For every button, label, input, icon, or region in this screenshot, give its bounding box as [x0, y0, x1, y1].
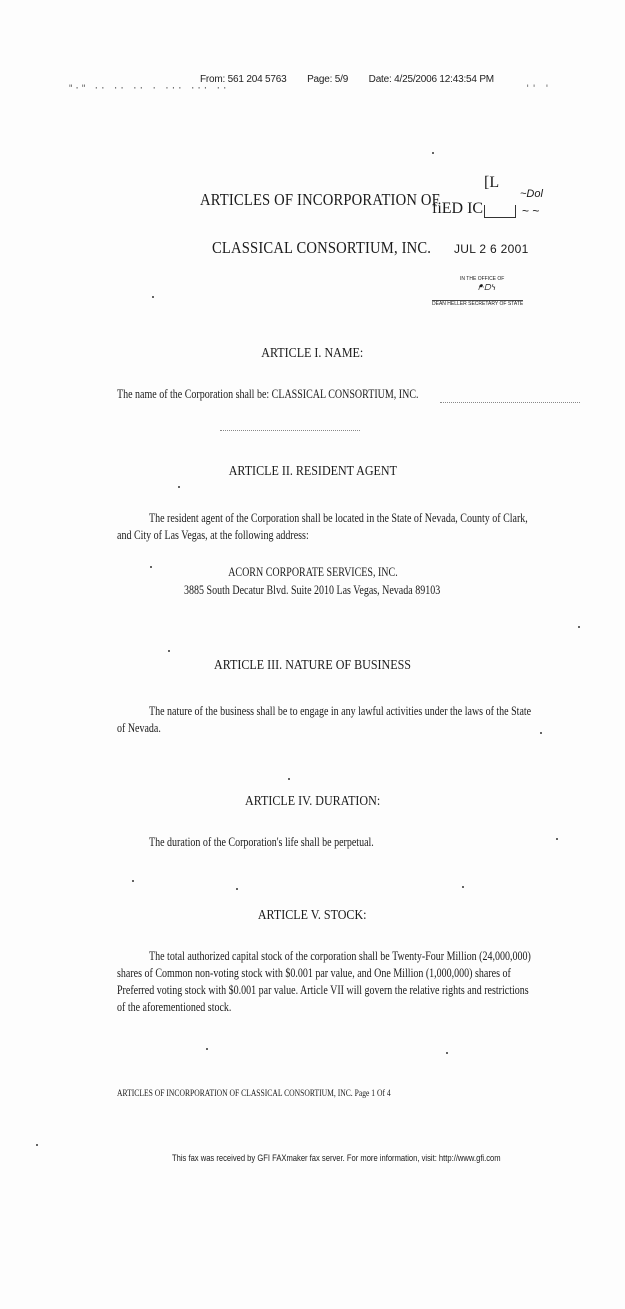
fax-speck — [206, 1048, 208, 1050]
fax-speck — [36, 1144, 38, 1146]
article-3-text: The nature of the business shall be to engage in any lawful activities under the laws of the State of Nevada. — [117, 704, 532, 735]
fax-speck — [432, 152, 434, 154]
fax-noise-dots — [220, 430, 360, 431]
stamp-mark: [L — [484, 174, 500, 191]
article-3-heading: ARTICLE III. NATURE OF BUSINESS — [214, 658, 411, 673]
fax-speck — [556, 838, 558, 840]
stamp-date: JUL 2 6 2001 — [454, 242, 529, 256]
document-title-line1: ARTICLES OF INCORPORATION OF — [200, 190, 440, 209]
fax-speck — [446, 1052, 448, 1054]
fax-header-noise: "·" ·· ·· ·· · ··· ··· ·· — [68, 84, 229, 94]
article-5-text: The total authorized capital stock of the corporation shall be Twenty-Four Million (24,000,000) shares of Common non-voting stock with $0.001 par value, and One Million (1,000,000) shares of Preferred voting stock with $0.001 par value. Article VII will govern the relative rights and restrictions of the aforementioned stock. — [117, 949, 531, 1014]
article-2-heading: ARTICLE II. RESIDENT AGENT — [228, 464, 397, 479]
fax-header — [200, 74, 512, 85]
fax-speck — [132, 880, 134, 882]
fax-speck — [168, 650, 170, 652]
fax-header-noise-right: '' ' — [525, 84, 551, 94]
fax-page: Page: 5/9 — [307, 74, 349, 85]
fax-footer: This fax was received by GFI FAXmaker fax server. For more information, visit: http://www.gfi.com — [172, 1153, 501, 1164]
stamp-office: IN THE OFFICE OF — [460, 276, 505, 282]
fax-noise-dots — [440, 402, 580, 403]
article-4-heading: ARTICLE IV. DURATION: — [244, 794, 381, 809]
signature-scrawl: ᖰ·ᗞᓭ — [478, 283, 495, 292]
stamp-box — [484, 205, 516, 218]
fax-speck — [150, 566, 152, 568]
fax-speck — [578, 626, 580, 628]
document-title-line2: CLASSICAL CONSORTIUM, INC. — [212, 238, 432, 257]
article-2-text: The resident agent of the Corporation shall be located in the State of Nevada, County of Clark, and City of Las Vegas, at the following address: — [117, 511, 528, 542]
stamp-filed: fiED IC — [432, 200, 484, 217]
stamp-scribble: ~Dol — [520, 188, 543, 200]
stamp-secretary: DEAN HELLER SECRETARY OF STATE — [432, 301, 524, 307]
article-1-heading: ARTICLE I. NAME: — [261, 346, 364, 361]
stamp-dash: ~ ~ — [522, 204, 540, 218]
fax-speck — [288, 778, 290, 780]
fax-speck — [540, 732, 542, 734]
fax-from: From: 561 204 5763 — [200, 74, 287, 85]
fax-date: Date: 4/25/2006 12:43:54 PM — [368, 74, 494, 85]
fax-speck — [152, 296, 154, 298]
page-footer: ARTICLES OF INCORPORATION OF CLASSICAL CONSORTIUM, INC. Page 1 Of 4 — [117, 1089, 391, 1099]
article-4-text: The duration of the Corporation's life shall be perpetual. — [149, 835, 374, 849]
fax-speck — [178, 486, 180, 488]
fax-speck — [236, 888, 238, 890]
article-5-heading: ARTICLE V. STOCK: — [258, 908, 367, 923]
fax-speck — [462, 886, 464, 888]
resident-agent-address: ACORN CORPORATE SERVICES, INC. 3885 South Decatur Blvd. Suite 2010 Las Vegas, Nevada 89103 — [184, 565, 441, 597]
article-1-text: The name of the Corporation shall be: CLASSICAL CONSORTIUM, INC. — [117, 387, 419, 401]
